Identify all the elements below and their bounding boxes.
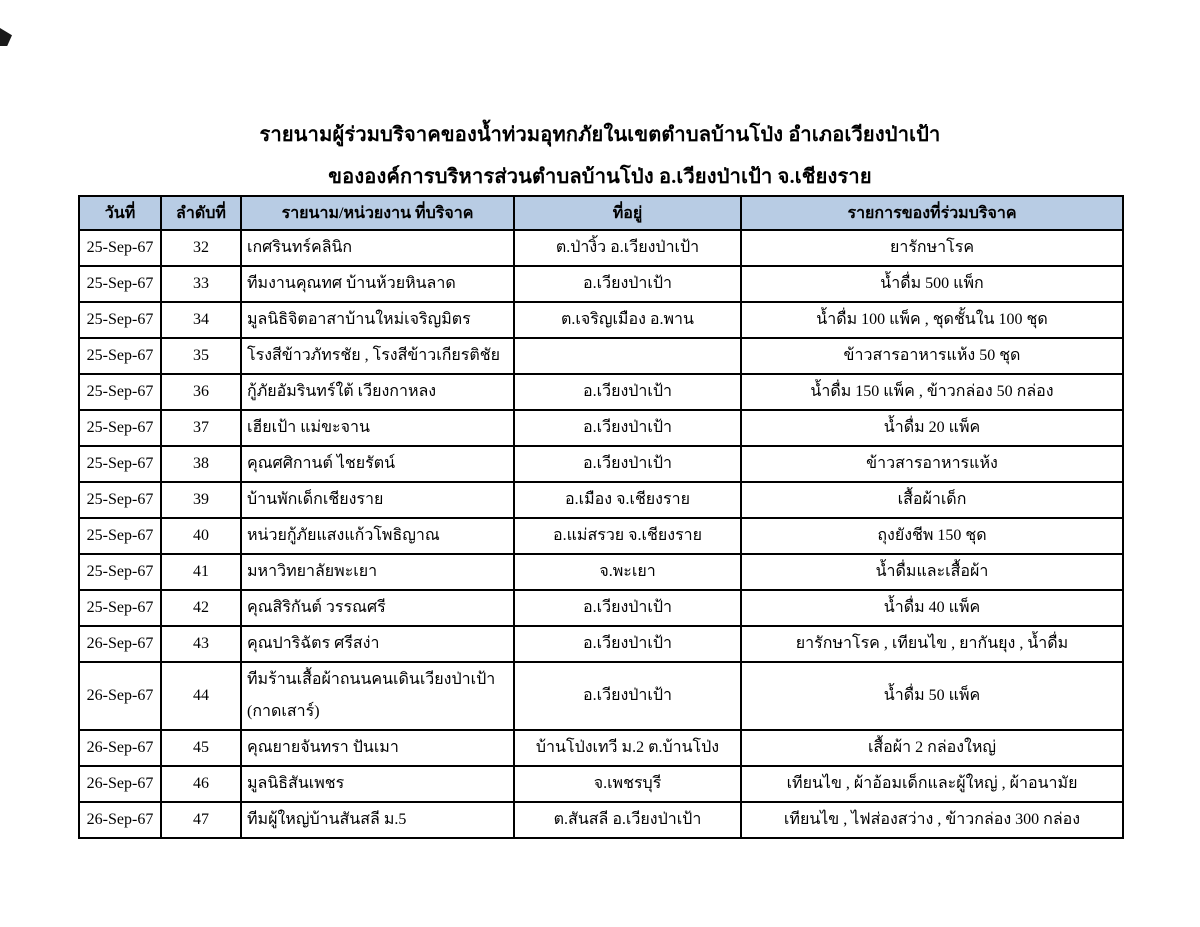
cell-date: 25-Sep-67 [79,338,161,374]
cell-name: มูลนิธิสันเพชร [241,766,514,802]
cell-items: น้ำดื่ม 100 แพ็ค , ชุดชั้นใน 100 ชุด [741,302,1123,338]
cell-date: 25-Sep-67 [79,518,161,554]
table-row [79,482,1123,518]
cell-order: 38 [161,446,241,482]
document-title [0,125,1200,187]
header-donor-name: รายนาม/หน่วยงาน ที่บริจาค [241,196,514,230]
table-row [79,446,1123,482]
cell-items: ถุงยังชีพ 150 ชุด [741,518,1123,554]
cell-items: เสื้อผ้าเด็ก [741,482,1123,518]
cell-name: เฮียเป้า แม่ขะจาน [241,410,514,446]
table-header-row [79,196,1123,230]
cell-address: อ.เวียงป่าเป้า [514,590,741,626]
cell-address: บ้านโป่งเทวี ม.2 ต.บ้านโป่ง [514,730,741,766]
title-line-1: รายนามผู้ร่วมบริจาคของน้ำท่วมอุทกภัยในเขตตำบลบ้านโป่ง อำเภอเวียงป่าเป้า [259,124,941,146]
cell-items: น้ำดื่ม 500 แพ็ก [741,266,1123,302]
cell-name: ทีมร้านเสื้อผ้าถนนคนเดินเวียงป่าเป้า (กาดเสาร์) [241,662,514,730]
cell-address: ต.สันสลี อ.เวียงป่าเป้า [514,802,741,838]
header-donated-items: รายการของที่ร่วมบริจาค [741,196,1123,230]
table-row [79,662,1123,730]
cell-items: น้ำดื่มและเสื้อผ้า [741,554,1123,590]
table-row [79,338,1123,374]
cell-address: อ.เมือง จ.เชียงราย [514,482,741,518]
cell-order: 45 [161,730,241,766]
donation-table [78,195,1124,839]
cell-date: 26-Sep-67 [79,626,161,662]
table-row [79,730,1123,766]
cell-name: มูลนิธิจิตอาสาบ้านใหม่เจริญมิตร [241,302,514,338]
donation-table-body [79,230,1123,838]
cell-order: 35 [161,338,241,374]
cell-address: อ.แม่สรวย จ.เชียงราย [514,518,741,554]
cell-address: อ.เวียงป่าเป้า [514,374,741,410]
cell-order: 34 [161,302,241,338]
cell-date: 25-Sep-67 [79,590,161,626]
cell-name: หน่วยกู้ภัยแสงแก้วโพธิญาณ [241,518,514,554]
cell-order: 41 [161,554,241,590]
table-row [79,554,1123,590]
cell-date: 25-Sep-67 [79,446,161,482]
cell-items: น้ำดื่ม 50 แพ็ค [741,662,1123,730]
table-row [79,766,1123,802]
cell-order: 43 [161,626,241,662]
cell-order: 37 [161,410,241,446]
cell-address: อ.เวียงป่าเป้า [514,410,741,446]
cell-address: อ.เวียงป่าเป้า [514,446,741,482]
cell-address: อ.เวียงป่าเป้า [514,626,741,662]
table-row [79,802,1123,838]
cell-name: ทีมผู้ใหญ่บ้านสันสลี ม.5 [241,802,514,838]
cell-order: 33 [161,266,241,302]
cell-items: เทียนไข , ไฟส่องสว่าง , ข้าวกล่อง 300 กล่อง [741,802,1123,838]
cell-items: ข้าวสารอาหารแห้ง [741,446,1123,482]
cell-date: 25-Sep-67 [79,266,161,302]
table-row [79,626,1123,662]
table-row [79,590,1123,626]
cell-date: 25-Sep-67 [79,302,161,338]
cell-order: 44 [161,662,241,730]
cell-order: 39 [161,482,241,518]
cell-items: ยารักษาโรค [741,230,1123,266]
cell-name: คุณยายจันทรา ปันเมา [241,730,514,766]
cell-items: เสื้อผ้า 2 กล่องใหญ่ [741,730,1123,766]
cell-address: ต.ป่างิ้ว อ.เวียงป่าเป้า [514,230,741,266]
cell-items: ข้าวสารอาหารแห้ง 50 ชุด [741,338,1123,374]
header-date: วันที่ [79,196,161,230]
cell-name: เกศรินทร์คลินิก [241,230,514,266]
cell-name: คุณสิริกันต์ วรรณศรี [241,590,514,626]
cell-name: บ้านพักเด็กเชียงราย [241,482,514,518]
cell-name: กู้ภัยอัมรินทร์ใต้ เวียงกาหลง [241,374,514,410]
cell-order: 32 [161,230,241,266]
cell-address: ต.เจริญเมือง อ.พาน [514,302,741,338]
cell-name: ทีมงานคุณทศ บ้านห้วยหินลาด [241,266,514,302]
cell-order: 46 [161,766,241,802]
cell-address: จ.พะเยา [514,554,741,590]
header-order-number: ลำดับที่ [161,196,241,230]
cell-items: น้ำดื่ม 20 แพ็ค [741,410,1123,446]
cell-name: มหาวิทยาลัยพะเยา [241,554,514,590]
cell-items: น้ำดื่ม 150 แพ็ค , ข้าวกล่อง 50 กล่อง [741,374,1123,410]
cell-date: 26-Sep-67 [79,662,161,730]
cell-address: อ.เวียงป่าเป้า [514,662,741,730]
cell-order: 42 [161,590,241,626]
cell-date: 26-Sep-67 [79,766,161,802]
table-row [79,230,1123,266]
cell-name: คุณศศิกานต์ ไชยรัตน์ [241,446,514,482]
cell-date: 25-Sep-67 [79,554,161,590]
cell-date: 25-Sep-67 [79,410,161,446]
table-row [79,302,1123,338]
header-address: ที่อยู่ [514,196,741,230]
scan-artifact-mark [0,28,12,46]
table-row [79,266,1123,302]
cell-items: เทียนไข , ผ้าอ้อมเด็กและผู้ใหญ่ , ผ้าอนามัย [741,766,1123,802]
table-row [79,374,1123,410]
cell-address: จ.เพชรบุรี [514,766,741,802]
cell-order: 47 [161,802,241,838]
cell-items: ยารักษาโรค , เทียนไข , ยากันยุง , น้ำดื่ม [741,626,1123,662]
cell-date: 25-Sep-67 [79,482,161,518]
table-row [79,518,1123,554]
cell-name: โรงสีข้าวภัทรชัย , โรงสีข้าวเกียรติชัย [241,338,514,374]
table-row [79,410,1123,446]
cell-items: น้ำดื่ม 40 แพ็ค [741,590,1123,626]
cell-address [514,338,741,374]
cell-date: 25-Sep-67 [79,230,161,266]
cell-date: 25-Sep-67 [79,374,161,410]
cell-name: คุณปาริฉัตร ศรีสง่า [241,626,514,662]
cell-date: 26-Sep-67 [79,802,161,838]
cell-order: 40 [161,518,241,554]
cell-date: 26-Sep-67 [79,730,161,766]
cell-order: 36 [161,374,241,410]
cell-address: อ.เวียงป่าเป้า [514,266,741,302]
title-line-2: ขององค์การบริหารส่วนตำบลบ้านโป่ง อ.เวียงป่าเป้า จ.เชียงราย [328,166,872,188]
